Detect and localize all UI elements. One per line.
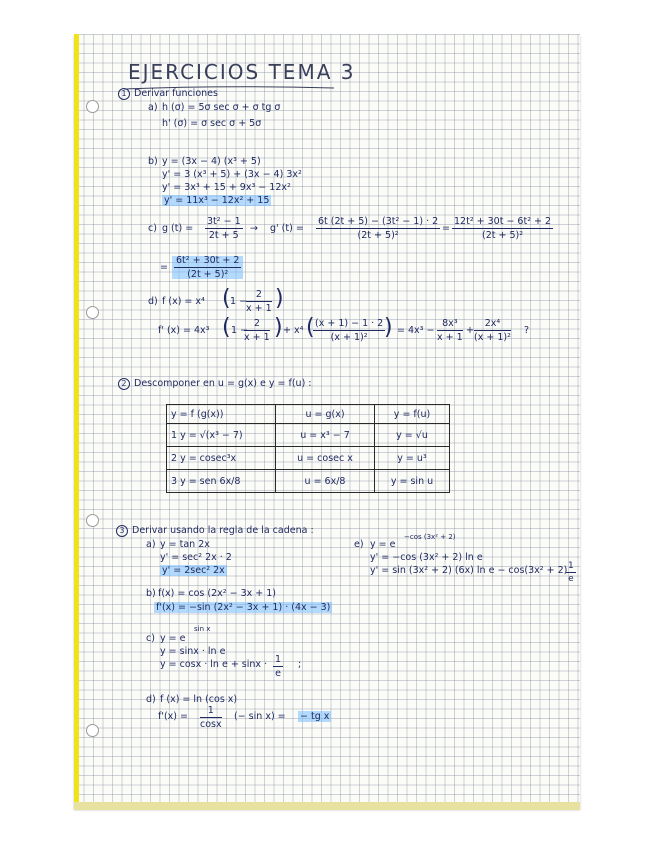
ex-3d-result xyxy=(298,712,331,722)
ex-3d-result-text: − tg x xyxy=(300,711,330,722)
ex-3d-label: d) xyxy=(146,694,156,705)
ex-3b-result xyxy=(154,603,332,613)
ex-1b-line3: y' = 3x³ + 15 + 9x³ − 12x² xyxy=(162,182,291,193)
ex-3c-semicolon: ; xyxy=(298,659,302,670)
ex-3a-result xyxy=(160,566,227,576)
fraction-numerator: 2 xyxy=(244,319,270,331)
ex-1d-plus-2: + xyxy=(466,325,474,336)
fraction-denominator: e xyxy=(275,667,281,679)
paren-close: ) xyxy=(275,286,284,311)
ex-1c-label: c) xyxy=(148,223,157,234)
fraction-numerator: 3t² − 1 xyxy=(207,216,241,227)
ex-1d-term1: 1 − xyxy=(231,325,249,336)
section-1-number: 1 xyxy=(118,88,130,100)
table-header-cell: y = f(u) xyxy=(375,405,450,424)
ex-3c-label: c) xyxy=(146,633,155,644)
ex-1d-label: d) xyxy=(148,296,158,307)
ex-1d-fprime: f' (x) = 4x³ xyxy=(158,325,210,336)
ex-3c-exponent: sin x xyxy=(194,625,211,633)
ex-1d-fraction-4 xyxy=(437,319,463,342)
ex-1b-label: b) xyxy=(148,156,158,167)
table-row xyxy=(167,447,450,470)
section-3-number: 3 xyxy=(116,525,128,537)
table-cell: y = u³ xyxy=(375,447,450,470)
ex-1b-line2: y' = 3 (x³ + 5) + (3x − 4) 3x² xyxy=(162,169,302,180)
ex-1d-line1: f (x) = x⁴ xyxy=(162,296,205,307)
fraction-numerator: 1 xyxy=(568,561,574,571)
ex-1c-equals-2: = xyxy=(160,262,168,273)
ex-1d-equals: = 4x³ − xyxy=(397,325,435,336)
table-cell: y = sin u xyxy=(375,470,450,493)
fraction-denominator: (2t + 5)² xyxy=(357,229,399,241)
ex-1c-result xyxy=(172,256,243,279)
ex-3e-exponent: −cos (3x² + 2) xyxy=(404,533,456,541)
ex-3c-fraction xyxy=(273,655,283,678)
table-cell: u = 6x/8 xyxy=(276,470,375,493)
table-cell: y = √u xyxy=(375,424,450,447)
fraction-denominator: x + 1 xyxy=(246,302,272,314)
table-header-cell: y = f (g(x)) xyxy=(167,405,276,424)
table-cell: u = x³ − 7 xyxy=(276,424,375,447)
ex-1d-fraction-5 xyxy=(474,319,511,342)
page-title: EJERCICIOS TEMA 3 xyxy=(128,60,356,84)
fraction-denominator: (x + 1)² xyxy=(474,331,511,343)
decomposition-table xyxy=(166,404,450,493)
section-1-heading: Derivar funciones xyxy=(134,88,218,99)
ex-1c-equals: = xyxy=(442,223,450,234)
table-cell: 2 y = cosec³x xyxy=(167,447,276,470)
fraction-numerator: 6t² + 30t + 2 xyxy=(176,255,240,266)
ex-3c-line2: y = sinx · ln e xyxy=(160,646,226,657)
ex-3d-line1: f (x) = ln (cos x) xyxy=(160,694,238,705)
binder-hole xyxy=(86,724,99,737)
ex-1d-question: ? xyxy=(524,325,530,336)
ex-1a-line2: h' (σ) = σ sec σ + 5σ xyxy=(162,118,262,129)
ex-1d-plus: + x⁴ xyxy=(283,325,304,336)
ex-3c-line1: y = e xyxy=(160,633,186,644)
fraction-denominator: (x + 1)² xyxy=(330,331,368,343)
ex-3e-line2: y' = −cos (3x² + 2) ln e xyxy=(370,552,483,563)
table-cell: u = cosec x xyxy=(276,447,375,470)
fraction-denominator: x + 1 xyxy=(437,331,463,343)
ex-1d-fraction-1 xyxy=(246,290,272,313)
fraction-numerator: 8x³ xyxy=(437,319,463,331)
ex-3a-line2: y' = sec² 2x · 2 xyxy=(160,552,232,563)
ex-3d-fraction xyxy=(200,706,222,729)
table-cell: 3 y = sen 6x/8 xyxy=(167,470,276,493)
page-bottom-edge xyxy=(74,802,580,810)
ex-1a-label: a) xyxy=(148,102,158,113)
ex-3b-result-text: f'(x) = −sin (2x² − 3x + 1) · (4x − 3) xyxy=(156,602,331,613)
fraction-denominator: x + 1 xyxy=(244,331,270,343)
ex-1c-gprime: g' (t) = xyxy=(270,223,304,234)
fraction-denominator: (2t + 5)² xyxy=(482,229,524,241)
fraction-numerator: 12t² + 30t − 6t² + 2 xyxy=(454,216,552,227)
ex-3a-label: a) xyxy=(146,539,156,550)
table-header-cell: u = g(x) xyxy=(276,405,375,424)
ex-1c-fraction-2 xyxy=(316,217,440,240)
fraction-denominator: 2t + 5 xyxy=(208,229,239,241)
fraction-denominator: e xyxy=(568,574,574,584)
fraction-denominator: cosx xyxy=(200,718,222,730)
fraction-numerator: 1 xyxy=(275,654,282,665)
table-row xyxy=(167,470,450,493)
ex-3c-line3: y = cosx · ln e + sinx · xyxy=(160,659,268,670)
ex-3e-line3: y' = sin (3x² + 2) (6x) ln e − cos(3x² + 2) xyxy=(370,565,568,576)
ex-1d-line1-inner: 1 − xyxy=(230,296,248,307)
section-3-heading: Derivar usando la regla de la cadena : xyxy=(132,525,314,536)
fraction-numerator: 2x⁴ xyxy=(474,319,511,331)
ex-1c-arrow: → xyxy=(250,223,258,234)
paren-open: ( xyxy=(222,315,231,340)
ex-1c-g: g (t) = xyxy=(162,223,194,234)
fraction-numerator: 1 xyxy=(200,706,222,718)
ex-1a-line1: h (σ) = 5σ sec σ + σ tg σ xyxy=(162,102,281,113)
ex-3e-line1: y = e xyxy=(370,539,396,550)
table-header-row xyxy=(167,405,450,424)
ex-3b-line1: f(x) = cos (2x² − 3x + 1) xyxy=(158,588,276,599)
ex-1c-fraction-1 xyxy=(205,217,243,240)
fraction-numerator: (x + 1) − 1 · 2 xyxy=(315,318,384,329)
paren-close: ) xyxy=(274,315,283,340)
ex-3b-label: b) xyxy=(146,588,156,599)
page-edge-stripe xyxy=(74,34,79,808)
ex-1b-result xyxy=(162,196,271,206)
section-2-number: 2 xyxy=(118,378,130,390)
paren-close: ) xyxy=(384,315,393,340)
fraction-denominator: (2t + 5)² xyxy=(187,268,229,280)
binder-hole xyxy=(86,100,99,113)
ex-3d-fprime: f'(x) = xyxy=(158,711,188,722)
ex-1d-fraction-2 xyxy=(244,319,270,342)
ex-1b-line1: y = (3x − 4) (x³ + 5) xyxy=(162,156,261,167)
fraction-numerator: 2 xyxy=(246,290,272,302)
ex-3e-label: e) xyxy=(354,539,364,550)
ex-3a-result-text: y' = 2sec² 2x xyxy=(162,565,225,576)
table-row xyxy=(167,424,450,447)
ex-3a-line1: y = tan 2x xyxy=(160,539,210,550)
paren-open: ( xyxy=(306,315,315,340)
ex-3e-fraction xyxy=(566,562,576,584)
ex-3d-line3: (− sin x) = xyxy=(234,711,286,722)
binder-hole xyxy=(86,514,99,527)
binder-hole xyxy=(86,306,99,319)
paren-open: ( xyxy=(222,286,231,311)
ex-1d-fraction-3 xyxy=(313,319,385,342)
fraction-numerator: 6t (2t + 5) − (3t² − 1) · 2 xyxy=(318,216,439,227)
ex-1c-fraction-3 xyxy=(452,217,553,240)
section-2-heading: Descomponer en u = g(x) e y = f(u) : xyxy=(134,378,312,389)
ex-1b-result-text: y' = 11x³ − 12x² + 15 xyxy=(164,195,270,206)
table-cell: 1 y = √(x³ − 7) xyxy=(167,424,276,447)
